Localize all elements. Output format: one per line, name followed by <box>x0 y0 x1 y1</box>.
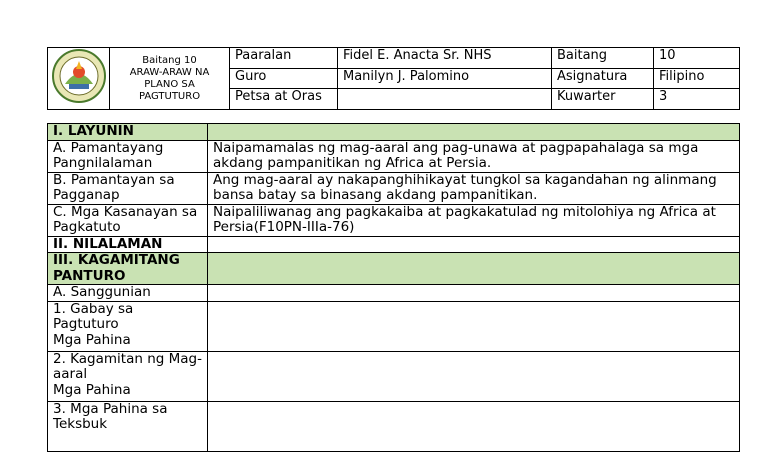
petsa-value <box>338 89 552 110</box>
table-row <box>48 401 740 451</box>
table-row <box>48 204 740 236</box>
gabay-label <box>48 301 208 351</box>
pamantayan-pagganap-label: B. Pamantayan sa Pagganap <box>48 172 208 204</box>
section-row-kagamitan <box>48 253 740 285</box>
paaralan-label: Paaralan <box>230 48 338 69</box>
school-seal-logo <box>51 48 107 104</box>
kasanayan-label: C. Mga Kasanayan sa Pagkatuto <box>48 204 208 236</box>
section-layunin: I. LAYUNIN <box>48 124 208 141</box>
paaralan-value: Fidel E. Anacta Sr. NHS <box>338 48 552 69</box>
table-row <box>48 172 740 204</box>
kagamitan-mag-aaral-value <box>208 351 740 401</box>
kasanayan-value: Naipaliliwanag ang pagkakaiba at pagkakatulad ng mitolohiya ng Africa at Persia(F10PN-IIIa-76) <box>208 204 740 236</box>
plan-table <box>47 123 740 452</box>
asignatura-label: Asignatura <box>552 68 654 89</box>
section-kagamitan-value <box>208 253 740 285</box>
school-logo-cell <box>48 48 110 110</box>
section-nilalaman-value <box>208 236 740 253</box>
section-row-layunin <box>48 124 740 141</box>
section-nilalaman: II. NILALAMAN <box>48 236 208 253</box>
pamantayang-pangnilalaman-value: Naipamamalas ng mag-aaral ang pag-unawa at pagpapahalaga sa mga akdang pampanitikan ng Africa at Persia. <box>208 140 740 172</box>
pamantayang-pangnilalaman-label: A. Pamantayang Pangnilalaman <box>48 140 208 172</box>
section-kagamitan: III. KAGAMITANG PANTURO <box>48 253 208 285</box>
table-row <box>48 301 740 351</box>
kuwarter-label: Kuwarter <box>552 89 654 110</box>
guro-value: Manilyn J. Palomino <box>338 68 552 89</box>
table-row <box>48 140 740 172</box>
baitang-value: 10 <box>654 48 740 69</box>
kagamitan-mag-aaral-label <box>48 351 208 401</box>
gabay-label-text: 1. Gabay sa Pagtuturo Mga Pahina <box>53 300 134 348</box>
teksbuk-label: 3. Mga Pahina sa Teksbuk <box>48 401 208 451</box>
asignatura-value: Filipino <box>654 68 740 89</box>
section-layunin-value <box>208 124 740 141</box>
table-row <box>48 285 740 302</box>
header-row <box>48 48 740 69</box>
kagamitan-mag-aaral-label-text: 2. Kagamitan ng Mag-aaral Mga Pahina <box>53 350 202 398</box>
gabay-value <box>208 301 740 351</box>
baitang-label: Baitang <box>552 48 654 69</box>
pamantayan-pagganap-value: Ang mag-aaral ay nakapanghihikayat tungkol sa kagandahan ng alinmang bansa batay sa binasang akdang pampanitikan. <box>208 172 740 204</box>
teksbuk-value <box>208 401 740 451</box>
sanggunian-value <box>208 285 740 302</box>
plan-title-text: Baitang 10 ARAW-ARAW NA PLANO SA PAGTUTURO <box>129 54 210 102</box>
section-row-nilalaman <box>48 236 740 253</box>
header-table <box>47 47 740 110</box>
plan-title <box>110 48 230 110</box>
table-row <box>48 351 740 401</box>
guro-label: Guro <box>230 68 338 89</box>
petsa-label: Petsa at Oras <box>230 89 338 110</box>
kuwarter-value: 3 <box>654 89 740 110</box>
sanggunian-label: A. Sanggunian <box>48 285 208 302</box>
